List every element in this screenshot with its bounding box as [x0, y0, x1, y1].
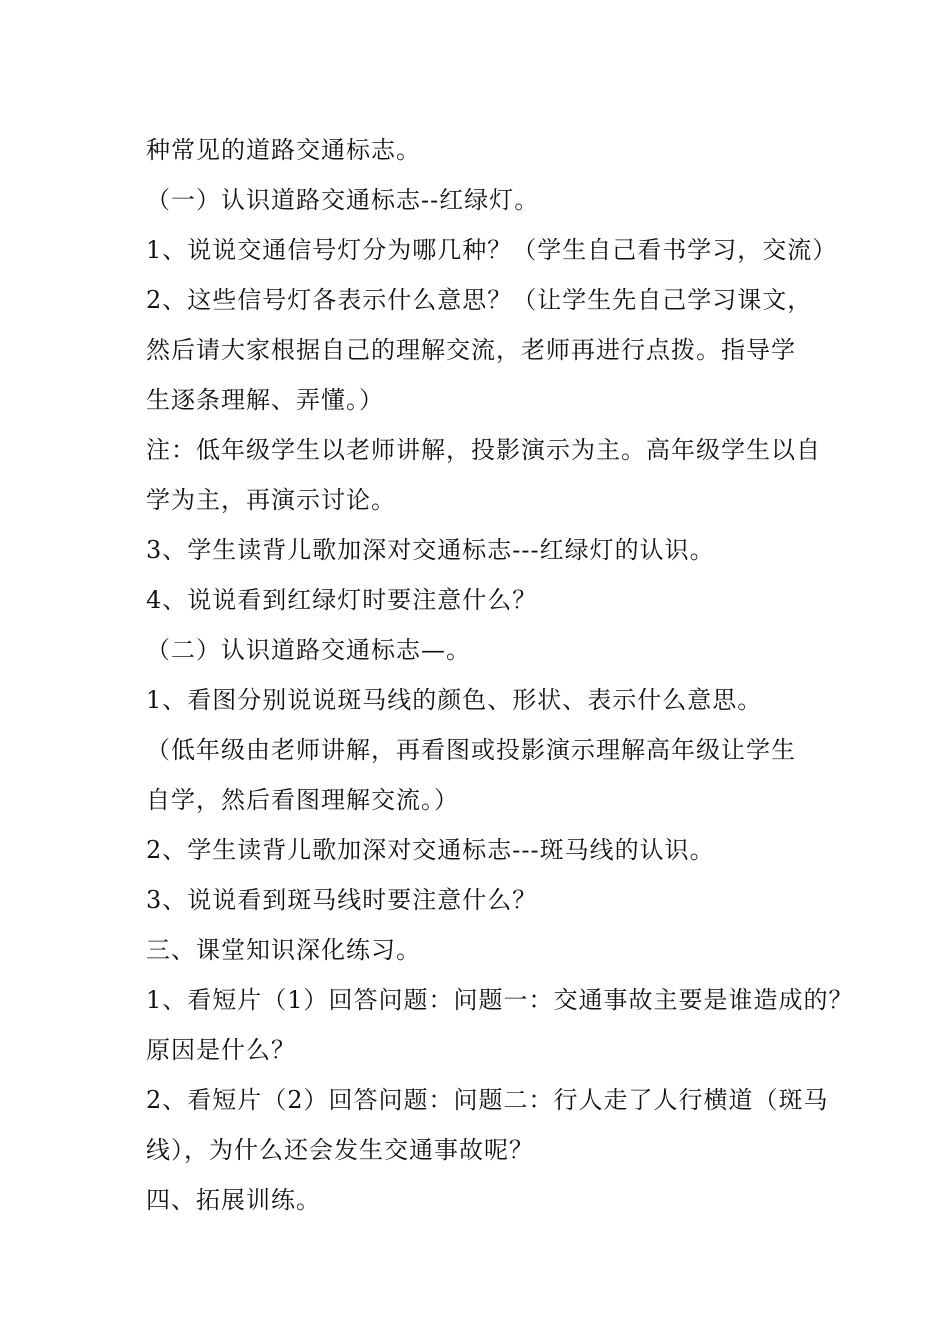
text-line-18: 1、看短片（1）回答问题：问题一：交通事故主要是谁造成的？: [146, 986, 854, 1014]
note-line-2: 学为主，再演示讨论。: [146, 486, 396, 514]
text-line-21: 线），为什么还会发生交通事故呢？: [146, 1136, 534, 1164]
text-line-10: 4、说说看到红绿灯时要注意什么？: [146, 586, 538, 614]
text-line-4: 2、这些信号灯各表示什么意思？（让学生先自己学习课文，: [146, 286, 813, 314]
note-line-1: 注：低年级学生以老师讲解，投影演示为主。高年级学生以自: [146, 436, 821, 464]
text-line-13: （低年级由老师讲解，再看图或投影演示理解高年级让学生: [146, 736, 796, 764]
section-heading-traffic-lights: （一）认识道路交通标志--红绿灯。: [146, 186, 540, 214]
section-heading-practice: 三、课堂知识深化练习。: [146, 936, 421, 964]
text-line-9: 3、学生读背儿歌加深对交通标志---红绿灯的认识。: [146, 536, 715, 564]
text-line-6: 生逐条理解、弄懂。）: [146, 386, 384, 414]
section-heading-extension: 四、拓展训练。: [146, 1186, 321, 1214]
text-line-12: 1、看图分别说说斑马线的颜色、形状、表示什么意思。: [146, 686, 763, 714]
text-line-14: 自学，然后看图理解交流。）: [146, 786, 459, 814]
text-line-20: 2、看短片（2）回答问题：问题二：行人走了人行横道（斑马: [146, 1086, 829, 1114]
text-line-5: 然后请大家根据自己的理解交流，老师再进行点拨。指导学: [146, 336, 796, 364]
section-heading-zebra-crossing: （二）认识道路交通标志—。: [146, 636, 471, 664]
text-line-19: 原因是什么？: [146, 1036, 296, 1064]
text-line-15: 2、学生读背儿歌加深对交通标志---斑马线的认识。: [146, 836, 715, 864]
text-line-1: 种常见的道路交通标志。: [146, 136, 421, 164]
text-line-3: 1、说说交通信号灯分为哪几种？（学生自己看书学习，交流）: [146, 236, 838, 264]
text-line-16: 3、说说看到斑马线时要注意什么？: [146, 886, 538, 914]
